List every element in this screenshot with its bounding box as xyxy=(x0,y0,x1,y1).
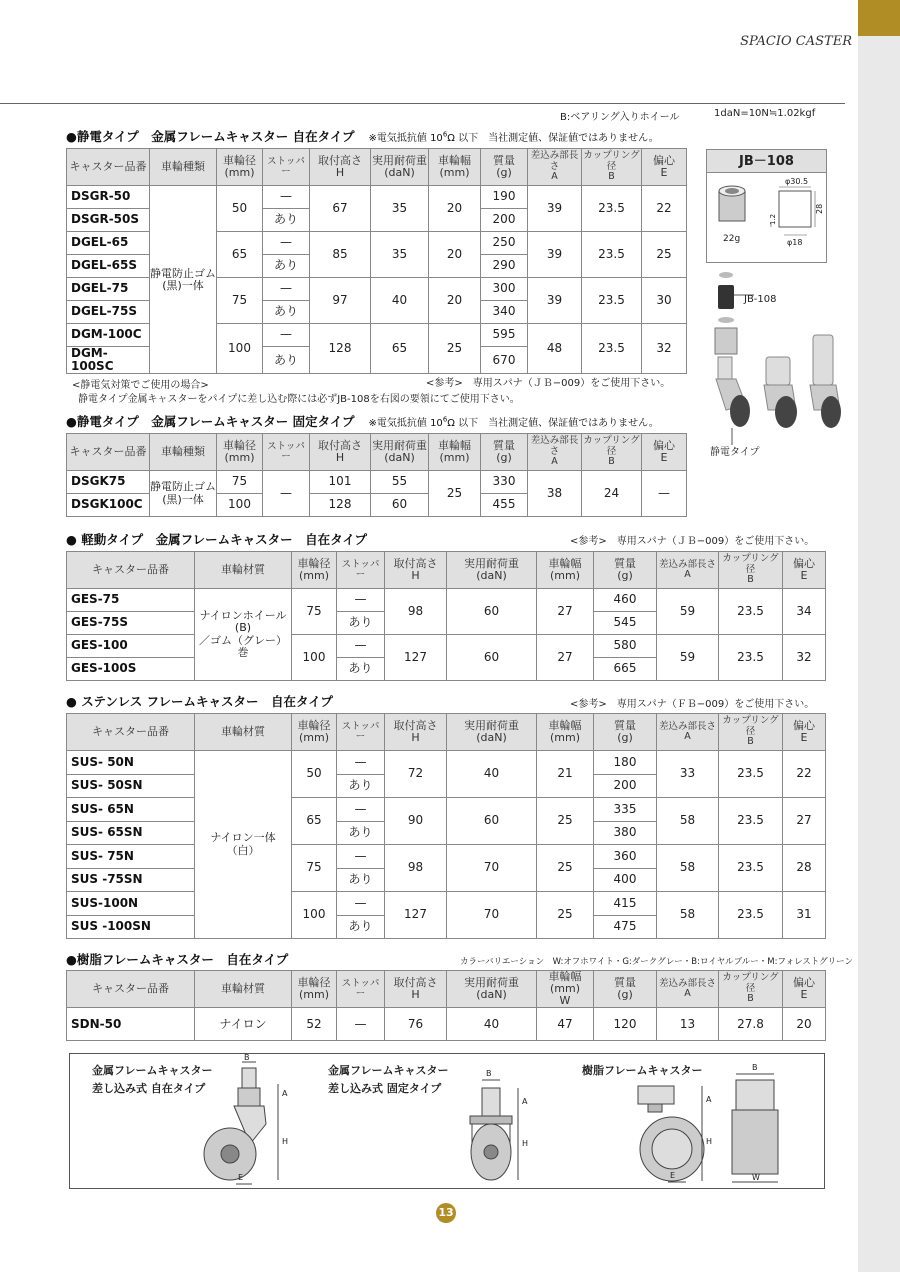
code-cell: DGEL-65S xyxy=(67,255,150,278)
diag3-a: A xyxy=(706,1095,712,1104)
stopper-cell: — xyxy=(263,324,310,347)
sec5-title: ●樹脂フレームキャスター 自在タイプ xyxy=(66,952,289,967)
stopper-cell: — xyxy=(263,278,310,301)
g-cell: 250 xyxy=(481,232,528,255)
e-cell: 22 xyxy=(642,186,687,232)
diag3-title: 樹脂フレームキャスター xyxy=(582,1064,703,1077)
code-cell: GES-100 xyxy=(67,635,195,658)
code-cell: DGEL-65 xyxy=(67,232,150,255)
stopper-cell: あり xyxy=(263,347,310,374)
code-cell: SUS- 65SN xyxy=(67,821,195,845)
th-code: キャスター品番 xyxy=(67,552,195,589)
th-dia: 車輪径 (mm) xyxy=(292,552,337,589)
g-cell: 545 xyxy=(594,612,657,635)
diag2-h: H xyxy=(522,1139,529,1148)
diag3-w: W xyxy=(752,1173,760,1182)
th-wheel-mat: 車輪材質 xyxy=(195,714,292,751)
th-stopper: ストッパー xyxy=(337,714,385,751)
g-cell: 190 xyxy=(481,186,528,209)
stopper-cell: — xyxy=(263,186,310,209)
dia-cell: 65 xyxy=(292,798,337,845)
g-cell: 120 xyxy=(594,1008,657,1041)
th-width: 車輪幅 (mm) xyxy=(429,149,481,186)
h-cell: 101 xyxy=(310,471,371,494)
page-number: 13 xyxy=(436,1203,456,1223)
g-cell: 200 xyxy=(594,774,657,798)
e-cell: 20 xyxy=(783,1008,826,1041)
width-cell: 27 xyxy=(537,589,594,635)
b-cell: 23.5 xyxy=(582,278,642,324)
th-e: 偏心 E xyxy=(783,552,826,589)
code-cell: GES-100S xyxy=(67,658,195,681)
width-cell: 21 xyxy=(537,751,594,798)
sec3-ref: <参考> 専用スパナ（ＪＢ−009）をご使用下さい。 xyxy=(570,536,815,547)
code-cell: DSGR-50S xyxy=(67,209,150,232)
g-cell: 360 xyxy=(594,845,657,869)
g-cell: 415 xyxy=(594,892,657,916)
sec4-table xyxy=(66,713,826,939)
width-cell: 20 xyxy=(429,232,481,278)
code-cell: SUS -75SN xyxy=(67,868,195,892)
th-stopper: ストッパー xyxy=(263,434,310,471)
a-cell: 13 xyxy=(657,1008,719,1041)
th-g: 質量 (g) xyxy=(594,714,657,751)
code-cell: GES-75S xyxy=(67,612,195,635)
dia-cell: 75 xyxy=(217,471,263,494)
material-cell: 静電防止ゴム (黒)一体 xyxy=(150,186,217,374)
e-cell: 31 xyxy=(783,892,826,939)
th-width: 車輪幅 (mm) xyxy=(429,434,481,471)
e-cell: 32 xyxy=(783,635,826,681)
th-code: キャスター品番 xyxy=(67,149,150,186)
stopper-cell: あり xyxy=(337,774,385,798)
h-cell: 97 xyxy=(310,278,371,324)
diag3-h: H xyxy=(706,1137,713,1146)
h-cell: 85 xyxy=(310,232,371,278)
h-cell: 128 xyxy=(310,494,371,517)
table-row xyxy=(67,1008,826,1041)
h-cell: 72 xyxy=(385,751,447,798)
th-g: 質量 (g) xyxy=(594,971,657,1008)
stopper-cell: — xyxy=(337,892,385,916)
th-h: 取付高さ H xyxy=(310,434,371,471)
unit-note: 1daN=10N≒1.02kgf xyxy=(714,108,816,119)
b-cell: 23.5 xyxy=(582,232,642,278)
th-load: 実用耐荷重 (daN) xyxy=(447,552,537,589)
th-width: 車輪幅 (mm) xyxy=(537,714,594,751)
b-cell: 23.5 xyxy=(719,635,783,681)
th-g: 質量 (g) xyxy=(481,149,528,186)
h-cell: 67 xyxy=(310,186,371,232)
code-cell: DSGR-50 xyxy=(67,186,150,209)
th-e: 偏心 E xyxy=(783,971,826,1008)
h-cell: 127 xyxy=(385,892,447,939)
load-cell: 70 xyxy=(447,845,537,892)
e-cell: 34 xyxy=(783,589,826,635)
th-stopper: ストッパー xyxy=(263,149,310,186)
code-cell: GES-75 xyxy=(67,589,195,612)
th-a: 差込み部長さ A xyxy=(657,714,719,751)
g-cell: 200 xyxy=(481,209,528,232)
e-cell: — xyxy=(642,471,687,517)
a-cell: 59 xyxy=(657,635,719,681)
stopper-cell: — xyxy=(337,845,385,869)
sec5-table xyxy=(66,970,826,1041)
g-cell: 580 xyxy=(594,635,657,658)
sec2-table xyxy=(66,433,687,517)
diag1-e: E xyxy=(238,1173,244,1182)
h-cell: 98 xyxy=(385,589,447,635)
jb-d1: φ30.5 xyxy=(785,177,809,186)
stopper-cell: あり xyxy=(263,255,310,278)
g-cell: 180 xyxy=(594,751,657,775)
th-dia: 車輪径 (mm) xyxy=(292,714,337,751)
th-code: キャスター品番 xyxy=(67,714,195,751)
th-g: 質量 (g) xyxy=(594,552,657,589)
stopper-cell: あり xyxy=(337,612,385,635)
diag2-b: B xyxy=(486,1069,492,1078)
diag3-e: E xyxy=(670,1171,676,1180)
header-rule xyxy=(0,103,845,104)
load-cell: 40 xyxy=(447,751,537,798)
g-cell: 460 xyxy=(594,589,657,612)
jb108-drawing xyxy=(707,173,826,262)
table-row xyxy=(67,751,826,775)
stopper-cell: あり xyxy=(337,915,385,939)
sec1-title: ●静電タイプ 金属フレームキャスター 自在タイプ ※電気抵抗値 $10^6\Omega$ 以下 当社測定値、保証値ではありません。 xyxy=(66,129,659,144)
th-dia: 車輪径 (mm) xyxy=(217,434,263,471)
th-e: 偏心 E xyxy=(642,434,687,471)
dia-cell: 50 xyxy=(217,186,263,232)
th-code: キャスター品番 xyxy=(67,434,150,471)
g-cell: 380 xyxy=(594,821,657,845)
code-cell: SUS- 50N xyxy=(67,751,195,775)
dia-cell: 75 xyxy=(292,845,337,892)
code-cell: DGM-100SC xyxy=(67,347,150,374)
g-cell: 475 xyxy=(594,915,657,939)
a-cell: 59 xyxy=(657,589,719,635)
e-cell: 27 xyxy=(783,798,826,845)
b-cell: 24 xyxy=(582,471,642,517)
material-cell: ナイロンホイール(B) ／ゴム（グレー）巻 xyxy=(195,589,292,681)
a-cell: 58 xyxy=(657,798,719,845)
th-a: 差込み部長さ A xyxy=(528,149,582,186)
width-cell: 20 xyxy=(429,278,481,324)
th-g: 質量 (g) xyxy=(481,434,528,471)
e-cell: 25 xyxy=(642,232,687,278)
stopper-cell: あり xyxy=(337,658,385,681)
dia-cell: 75 xyxy=(292,589,337,635)
table-row xyxy=(67,471,687,494)
load-cell: 60 xyxy=(447,798,537,845)
th-width: 車輪幅(mm) W xyxy=(537,971,594,1008)
diag3-b: B xyxy=(752,1063,758,1072)
jb-weight: 22g xyxy=(723,234,741,244)
load-cell: 55 xyxy=(371,471,429,494)
code-cell: SUS -100SN xyxy=(67,915,195,939)
b-cell: 23.5 xyxy=(582,324,642,374)
th-b: カップリング径 B xyxy=(582,434,642,471)
th-b: カップリング径 B xyxy=(582,149,642,186)
th-width: 車輪幅 (mm) xyxy=(537,552,594,589)
b-cell: 23.5 xyxy=(582,186,642,232)
stopper-cell: — xyxy=(263,232,310,255)
th-load: 実用耐荷重 (daN) xyxy=(447,714,537,751)
g-cell: 300 xyxy=(481,278,528,301)
g-cell: 595 xyxy=(481,324,528,347)
b-cell: 23.5 xyxy=(719,751,783,798)
b-cell: 23.5 xyxy=(719,798,783,845)
th-dia: 車輪径 (mm) xyxy=(292,971,337,1008)
load-cell: 35 xyxy=(371,232,429,278)
wheel-type-cell: 静電防止ゴム (黒)一体 xyxy=(150,471,217,517)
width-cell: 25 xyxy=(537,845,594,892)
th-load: 実用耐荷重 (daN) xyxy=(371,149,429,186)
code-cell: DSGK75 xyxy=(67,471,150,494)
side-strip xyxy=(858,0,900,1272)
a-cell: 38 xyxy=(528,471,582,517)
a-cell: 39 xyxy=(528,232,582,278)
e-cell: 30 xyxy=(642,278,687,324)
diag1-subtitle: 差し込み式 自在タイプ xyxy=(92,1082,206,1095)
sec5-color-note: カラーバリエーション W:オフホワイト・G:ダークグレー・B:ロイヤルブルー・M:フォレストグリーン xyxy=(460,957,853,967)
a-cell: 39 xyxy=(528,186,582,232)
th-h: 取付高さ H xyxy=(385,971,447,1008)
width-cell: 25 xyxy=(429,471,481,517)
g-cell: 330 xyxy=(481,471,528,494)
dia-cell: 100 xyxy=(217,324,263,374)
e-cell: 22 xyxy=(783,751,826,798)
diag1-a: A xyxy=(282,1089,288,1098)
stopper-cell: あり xyxy=(337,821,385,845)
a-cell: 58 xyxy=(657,892,719,939)
b-cell: 23.5 xyxy=(719,589,783,635)
jb-d2: 28 xyxy=(815,203,824,214)
table-row xyxy=(67,798,826,822)
load-cell: 65 xyxy=(371,324,429,374)
dia-cell: 52 xyxy=(292,1008,337,1041)
stopper-cell: — xyxy=(337,635,385,658)
material-cell: ナイロン一体 （白） xyxy=(195,751,292,939)
dimension-diagrams xyxy=(69,1053,825,1189)
a-cell: 33 xyxy=(657,751,719,798)
th-wheel-mat: 車輪材質 xyxy=(195,552,292,589)
code-cell: SUS-100N xyxy=(67,892,195,916)
width-cell: 27 xyxy=(537,635,594,681)
th-dia: 車輪径 (mm) xyxy=(217,149,263,186)
mat-cell: ナイロン xyxy=(195,1008,292,1041)
diag1-h: H xyxy=(282,1137,289,1146)
th-load: 実用耐荷重 (daN) xyxy=(371,434,429,471)
th-stopper: ストッパー xyxy=(337,971,385,1008)
code-cell: DGEL-75 xyxy=(67,278,150,301)
stopper-cell: — xyxy=(337,589,385,612)
jb-d4: φ18 xyxy=(787,238,803,247)
load-cell: 70 xyxy=(447,892,537,939)
th-wheel-type: 車輪種類 xyxy=(150,149,217,186)
code-cell: DGM-100C xyxy=(67,324,150,347)
table-row xyxy=(67,845,826,869)
a-cell: 48 xyxy=(528,324,582,374)
stopper-cell: あり xyxy=(337,868,385,892)
table-row xyxy=(67,186,687,209)
table-row xyxy=(67,589,826,612)
load-cell: 60 xyxy=(447,635,537,681)
h-cell: 90 xyxy=(385,798,447,845)
stopper-cell: あり xyxy=(263,209,310,232)
table-row xyxy=(67,892,826,916)
e-cell: 28 xyxy=(783,845,826,892)
sec2-title: ●静電タイプ 金属フレームキャスター 固定タイプ ※電気抵抗値 $10^6\Omega$ 以下 当社測定値、保証値ではありません。 xyxy=(66,414,659,429)
width-cell: 25 xyxy=(537,892,594,939)
diag1-b: B xyxy=(244,1054,250,1062)
th-load: 実用耐荷重 (daN) xyxy=(447,971,537,1008)
width-cell: 20 xyxy=(429,186,481,232)
dia-cell: 100 xyxy=(217,494,263,517)
jb108-box xyxy=(706,149,827,263)
b-cell: 27.8 xyxy=(719,1008,783,1041)
dia-cell: 100 xyxy=(292,635,337,681)
dia-cell: 65 xyxy=(217,232,263,278)
th-e: 偏心 E xyxy=(783,714,826,751)
code-cell: DSGK100C xyxy=(67,494,150,517)
b-cell: 23.5 xyxy=(719,892,783,939)
th-b: カップリング径 B xyxy=(719,714,783,751)
load-cell: 40 xyxy=(371,278,429,324)
code-cell: SUS- 65N xyxy=(67,798,195,822)
th-a: 差込み部長さ A xyxy=(657,552,719,589)
jb-label: JB-108 xyxy=(744,294,777,305)
code-cell: DGEL-75S xyxy=(67,301,150,324)
bearing-note: B:ベアリング入りホイール xyxy=(560,112,680,123)
jb-caption: 静電タイプ xyxy=(710,447,760,458)
width-cell: 25 xyxy=(429,324,481,374)
th-h: 取付高さ H xyxy=(310,149,371,186)
g-cell: 670 xyxy=(481,347,528,374)
th-b: カップリング径 B xyxy=(719,552,783,589)
stopper-cell: — xyxy=(337,798,385,822)
th-stopper: ストッパー xyxy=(337,552,385,589)
width-cell: 47 xyxy=(537,1008,594,1041)
side-tab xyxy=(858,0,900,36)
th-e: 偏心 E xyxy=(642,149,687,186)
sec1-table xyxy=(66,148,687,374)
sec4-title: ● ステンレス フレームキャスター 自在タイプ xyxy=(66,694,333,709)
g-cell: 455 xyxy=(481,494,528,517)
g-cell: 335 xyxy=(594,798,657,822)
diag2-a: A xyxy=(522,1097,528,1106)
diag2-title: 金属フレームキャスター xyxy=(328,1064,449,1077)
diag1-title: 金属フレームキャスター xyxy=(92,1064,213,1077)
brand-header: SPACIO CASTER xyxy=(740,34,852,49)
sec3-title: ● 軽動タイプ 金属フレームキャスター 自在タイプ xyxy=(66,532,368,547)
sec3-table xyxy=(66,551,826,681)
code-cell: SUS- 50SN xyxy=(67,774,195,798)
table-row xyxy=(67,635,826,658)
stopper-cell: あり xyxy=(263,301,310,324)
h-cell: 128 xyxy=(310,324,371,374)
g-cell: 400 xyxy=(594,868,657,892)
sec1-ref: <参考> 専用スパナ（ＪＢ−009）をご使用下さい。 xyxy=(426,378,671,389)
h-cell: 76 xyxy=(385,1008,447,1041)
th-b: カップリング径 B xyxy=(719,971,783,1008)
diag2-subtitle: 差し込み式 固定タイプ xyxy=(328,1082,442,1095)
code-cell: SDN-50 xyxy=(67,1008,195,1041)
sec4-ref: <参考> 専用スパナ（ＦＢ−009）をご使用下さい。 xyxy=(570,699,815,710)
dia-cell: 50 xyxy=(292,751,337,798)
g-cell: 290 xyxy=(481,255,528,278)
jb108-title: JB－108 xyxy=(707,150,826,173)
stopper-cell: — xyxy=(337,751,385,775)
h-cell: 127 xyxy=(385,635,447,681)
th-wheel-mat: 車輪材質 xyxy=(195,971,292,1008)
th-h: 取付高さ H xyxy=(385,714,447,751)
load-cell: 60 xyxy=(447,589,537,635)
th-wheel-type: 車輪種類 xyxy=(150,434,217,471)
stopper-cell: — xyxy=(263,471,310,517)
width-cell: 25 xyxy=(537,798,594,845)
g-cell: 665 xyxy=(594,658,657,681)
a-cell: 39 xyxy=(528,278,582,324)
e-cell: 32 xyxy=(642,324,687,374)
th-h: 取付高さ H xyxy=(385,552,447,589)
load-cell: 40 xyxy=(447,1008,537,1041)
th-a: 差込み部長さ A xyxy=(528,434,582,471)
g-cell: 340 xyxy=(481,301,528,324)
th-code: キャスター品番 xyxy=(67,971,195,1008)
sec1-foot2: 静電タイプ金属キャスターをパイプに差し込む際には必ずJB-108を右図の要領にてご使用下さい。 xyxy=(78,394,520,405)
jb-d3: 1.2 xyxy=(769,213,777,225)
h-cell: 98 xyxy=(385,845,447,892)
th-a: 差込み部長さ A xyxy=(657,971,719,1008)
load-cell: 60 xyxy=(371,494,429,517)
b-cell: 23.5 xyxy=(719,845,783,892)
code-cell: SUS- 75N xyxy=(67,845,195,869)
load-cell: 35 xyxy=(371,186,429,232)
stopper-cell: — xyxy=(337,1008,385,1041)
dia-cell: 100 xyxy=(292,892,337,939)
diagram-drawings xyxy=(70,1054,824,1188)
jb108-assembly-illustration xyxy=(706,265,856,465)
dia-cell: 75 xyxy=(217,278,263,324)
sec1-foot1: <静電気対策でご使用の場合> xyxy=(72,380,209,391)
a-cell: 58 xyxy=(657,845,719,892)
